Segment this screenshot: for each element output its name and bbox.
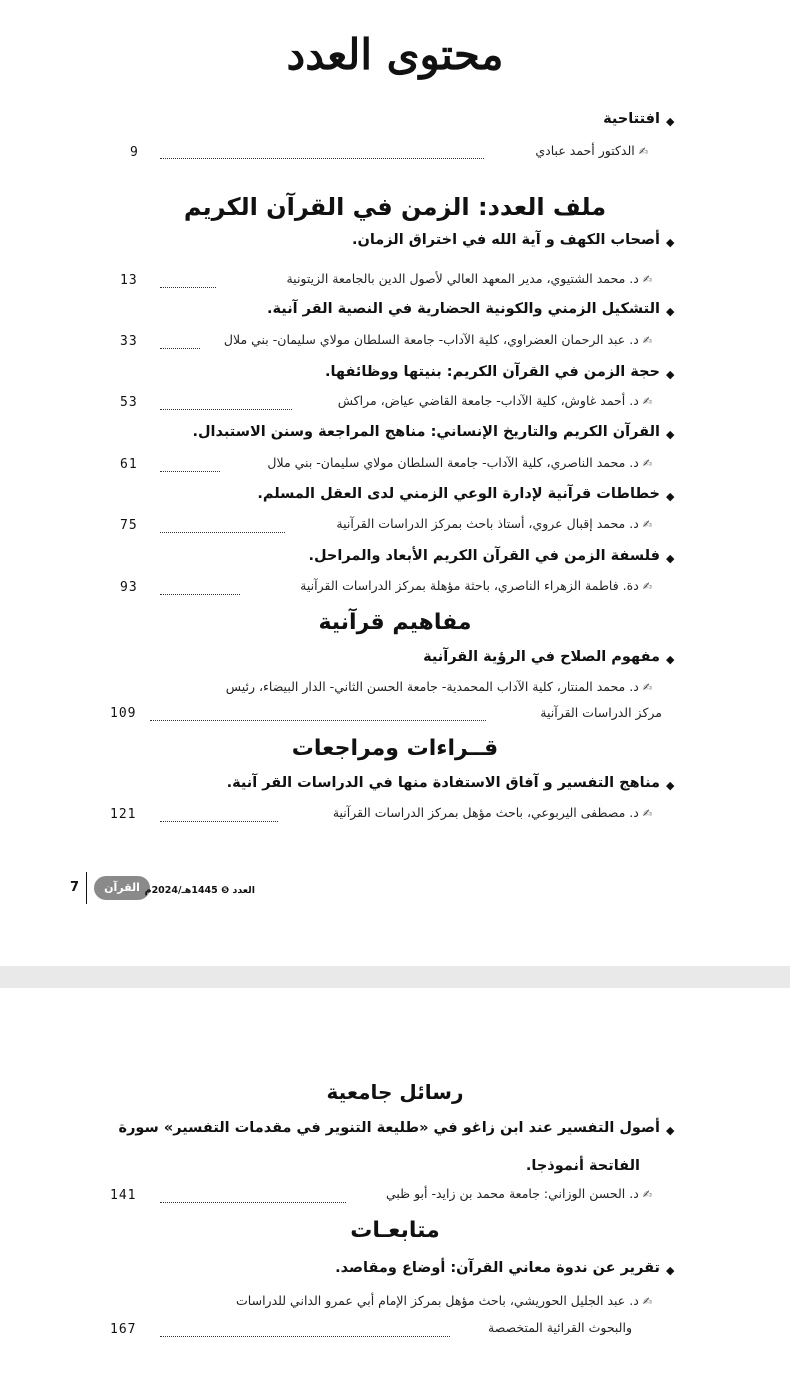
toc-item-author: ✍د. عبد الرحمان العضراوي، كلية الآداب- جامعة السلطان مولاي سليمان- بني ملال (223, 332, 652, 347)
dot-leader (160, 821, 278, 822)
pen-icon: ✍ (642, 395, 652, 408)
bullet-icon: ◆ (666, 490, 675, 503)
toc-item-title[interactable]: مفهوم الصلاح في الرؤية القرآنية (423, 649, 660, 665)
page-number: 75 (120, 518, 138, 533)
footer-page-number: 7 (70, 880, 80, 895)
toc-item-author: ✍د. مصطفى اليربوعي، باحث مؤهل بمركز الدراسات القرآنية (332, 805, 652, 820)
toc-item-title[interactable]: تقرير عن ندوة معاني القرآن: أوضاع ومقاصد. (335, 1260, 660, 1276)
bullet-icon: ◆ (666, 1124, 675, 1137)
toc-item-title[interactable]: فلسفة الزمن في القرآن الكريم الأبعاد والمراحل. (308, 548, 660, 564)
toc-item-title-line2: الفاتحة أنموذجا. (525, 1158, 640, 1174)
section-heading: قــراءات ومراجعات (291, 736, 499, 761)
page-number: 167 (110, 1322, 137, 1337)
dot-leader (160, 348, 200, 349)
toc-item-title[interactable]: التشكيل الزمني والكونية الحضارية في النصية القر آنية. (266, 301, 660, 317)
page-number: 109 (110, 706, 137, 721)
toc-item-title[interactable]: أصحاب الكهف و آية الله في اختراق الزمان. (351, 232, 660, 248)
toc-item-author: ✍دة. فاطمة الزهراء الناصري، باحثة مؤهلة بمركز الدراسات القرآنية (300, 578, 652, 593)
journal-logo: القرآن (94, 876, 150, 900)
toc-item-author: ✍د. أحمد غاوش، كلية الآداب- جامعة القاضي عياض، مراكش (337, 393, 652, 408)
pen-icon: ✍ (642, 334, 652, 347)
pen-icon: ✍ (642, 681, 652, 694)
pen-icon: ✍ (642, 518, 652, 531)
bullet-icon: ◆ (666, 115, 675, 128)
page-number: 9 (130, 145, 139, 160)
pen-icon: ✍ (642, 273, 652, 286)
toc-item-title[interactable]: أصول التفسير عند ابن زاغو في «طليعة التنوير في مقدمات التفسير» سورة (118, 1120, 660, 1136)
dot-leader (160, 471, 220, 472)
bullet-icon: ◆ (666, 368, 675, 381)
page-2 (0, 988, 790, 1396)
toc-item-author: ✍د. عبد الجليل الحوريشي، باحث مؤهل بمركز الإمام أبي عمرو الداني للدراسات (236, 1293, 652, 1308)
toc-item-author-line2: مركز الدراسات القرآنية (540, 705, 662, 720)
toc-item-title[interactable]: حجة الزمن في القرآن الكريم: بنيتها ووظائفها. (324, 364, 660, 380)
footer-issue: العدد ❺ 1445هـ/2024م (144, 885, 255, 896)
toc-item-title[interactable]: القرآن الكريم والتاريخ الإنساني: مناهج المراجعة وسنن الاستبدال. (192, 424, 660, 440)
page-number: 61 (120, 457, 138, 472)
dot-leader (160, 532, 285, 533)
page-number: 121 (110, 807, 137, 822)
bullet-icon: ◆ (666, 779, 675, 792)
bullet-icon: ◆ (666, 236, 675, 249)
page-number: 13 (120, 273, 138, 288)
dot-leader (150, 720, 486, 721)
bullet-icon: ◆ (666, 653, 675, 666)
toc-item-author: ✍د. الحسن الوزاني: جامعة محمد بن زايد- أبو ظبي (385, 1186, 652, 1201)
toc-item-title[interactable]: خطاطات قرآنية لإدارة الوعي الزمني لدى العقل المسلم. (257, 486, 660, 502)
toc-item-title[interactable]: مناهج التفسير و آفاق الاستفادة منها في الدراسات القر آنية. (226, 775, 660, 791)
dot-leader (160, 287, 216, 288)
bullet-icon: ◆ (666, 552, 675, 565)
pen-icon: ✍ (642, 580, 652, 593)
section-heading: ملف العدد: الزمن في القرآن الكريم (183, 193, 607, 221)
pen-icon: ✍ (642, 1188, 652, 1201)
dot-leader (160, 409, 292, 410)
toc-item-author: ✍د. محمد المنتار، كلية الآداب المحمدية- جامعة الحسن الثاني- الدار البيضاء، رئيس (225, 679, 652, 694)
toc-item-title[interactable]: افتتاحية (603, 111, 660, 127)
dot-leader (160, 1202, 346, 1203)
dot-leader (160, 158, 484, 159)
footer-divider (86, 872, 87, 904)
bullet-icon: ◆ (666, 1264, 675, 1277)
toc-item-author: ✍د. محمد إقبال عروي، أستاذ باحث بمركز الدراسات القرآنية (336, 516, 652, 531)
section-heading: متابعـات (350, 1218, 440, 1243)
section-heading: رسائل جامعية (326, 1080, 464, 1104)
toc-item-author: ✍د. محمد الشتيوي، مدير المعهد العالي لأصول الدين بالجامعة الزيتونية (286, 271, 652, 286)
toc-item-author: ✍د. محمد الناصري، كلية الآداب- جامعة السلطان مولاي سليمان- بني ملال (267, 455, 652, 470)
pen-icon: ✍ (642, 1295, 652, 1308)
dot-leader (160, 1336, 450, 1337)
pen-icon: ✍ (642, 807, 652, 820)
page-title: محتوى العدد (286, 30, 504, 79)
pen-icon: ✍ (642, 457, 652, 470)
toc-item-author-line2: والبحوث القرائية المتخصصة (488, 1320, 632, 1335)
page-number: 33 (120, 334, 138, 349)
page-number: 53 (120, 395, 138, 410)
section-heading: مفاهيم قرآنية (318, 610, 472, 635)
dot-leader (160, 594, 240, 595)
toc-item-author: ✍الدكتور أحمد عبادي (535, 143, 648, 158)
page-number: 93 (120, 580, 138, 595)
bullet-icon: ◆ (666, 305, 675, 318)
pen-icon: ✍ (638, 145, 648, 158)
page-number: 141 (110, 1188, 137, 1203)
bullet-icon: ◆ (666, 428, 675, 441)
